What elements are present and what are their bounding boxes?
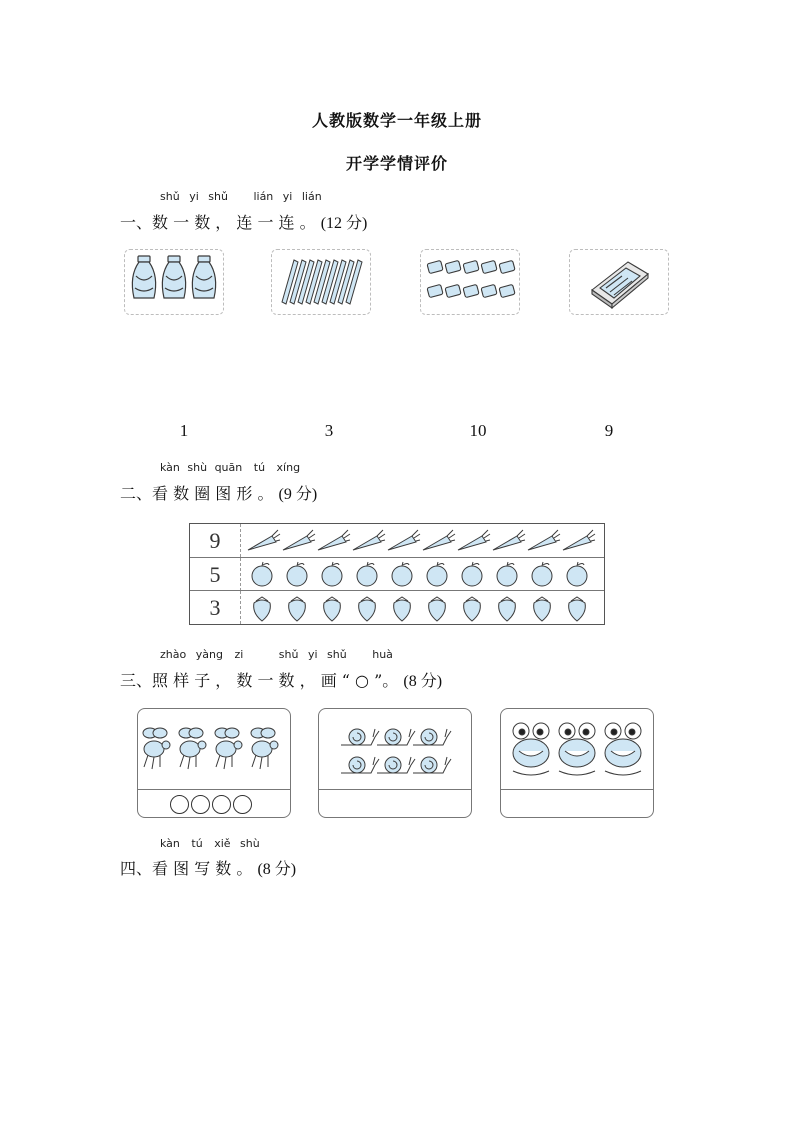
- frog-icon: [507, 715, 647, 785]
- carrot-icon[interactable]: [244, 526, 600, 556]
- erasers-icon: [421, 250, 519, 314]
- pinyin-syllable: lián: [301, 190, 322, 203]
- apple-icon[interactable]: [244, 560, 600, 590]
- pinyin-syllable: quān: [214, 461, 243, 474]
- question-text: 看 图 写 数 。: [152, 859, 253, 878]
- pinyin-syllable: shù: [240, 837, 260, 850]
- strawberry-icon[interactable]: [244, 593, 600, 623]
- picture-box-book[interactable]: [569, 249, 669, 315]
- number-option-4[interactable]: 9: [604, 421, 614, 440]
- q4-pinyin: [160, 837, 260, 850]
- pinyin-syllable: xiě: [214, 837, 231, 850]
- count-row-carrots: [190, 524, 604, 557]
- box-divider: [138, 789, 290, 790]
- pinyin-syllable: kàn: [160, 461, 180, 474]
- circle-mark: [170, 795, 189, 814]
- number-option-2[interactable]: 3: [324, 421, 334, 440]
- count-table: [189, 523, 605, 625]
- picture-box-pencils[interactable]: [271, 249, 371, 315]
- number-option-1[interactable]: 1: [179, 421, 189, 440]
- question-score: (12 分): [320, 215, 368, 232]
- question-text: 照 样 子 ， 数 一 数 ， 画 “ ○ ”。: [152, 671, 399, 690]
- snail-icon: [337, 719, 457, 783]
- pinyin-syllable: lián: [253, 190, 274, 203]
- pinyin-syllable: huà: [372, 648, 393, 661]
- question-number: 三、: [120, 671, 153, 690]
- row-number: 9: [190, 524, 241, 557]
- count-box-bees: [137, 708, 291, 818]
- question-score: (9 分): [278, 486, 318, 503]
- pinyin-syllable: shǔ: [208, 190, 228, 203]
- question-text: 看 数 圈 图 形 。: [152, 484, 274, 503]
- circle-mark: [212, 795, 231, 814]
- pinyin-syllable: tú: [191, 837, 203, 850]
- count-box-frogs: [500, 708, 654, 818]
- box-divider: [319, 789, 471, 790]
- picture-box-erasers[interactable]: [420, 249, 520, 315]
- page-title: 人教版数学一年级上册: [311, 111, 482, 130]
- pinyin-syllable: shǔ: [327, 648, 347, 661]
- q3-pinyin: [160, 648, 393, 661]
- question-number: 四、: [120, 859, 153, 878]
- pinyin-syllable: yàng: [195, 648, 223, 661]
- page-subtitle: 开学学情评价: [345, 154, 448, 173]
- book-icon: [570, 250, 668, 314]
- vases-icon: [125, 250, 223, 314]
- question-number: 二、: [120, 484, 153, 503]
- pinyin-syllable: zi: [234, 648, 244, 661]
- q3-instruction: [120, 668, 442, 691]
- q2-pinyin: [160, 461, 300, 474]
- pinyin-syllable: shù: [187, 461, 208, 474]
- q2-instruction: [120, 481, 317, 504]
- count-row-apples: [190, 557, 604, 591]
- row-number: 3: [190, 591, 241, 624]
- count-row-strawberries: [190, 590, 604, 624]
- q1-instruction: [120, 210, 367, 233]
- q4-instruction: [120, 856, 296, 879]
- picture-box-vases[interactable]: [124, 249, 224, 315]
- pinyin-syllable: xíng: [276, 461, 301, 474]
- pencils-icon: [272, 250, 370, 314]
- pinyin-syllable: shǔ: [160, 190, 180, 203]
- question-text: 数 一 数 ， 连 一 连 。: [152, 213, 316, 232]
- row-number: 5: [190, 558, 241, 591]
- pinyin-syllable: tú: [253, 461, 266, 474]
- pinyin-syllable: zhào: [160, 648, 187, 661]
- number-option-3[interactable]: 10: [469, 421, 487, 440]
- question-number: 一、: [120, 213, 153, 232]
- pinyin-syllable: kàn: [160, 837, 180, 850]
- circle-mark: [191, 795, 210, 814]
- circle-mark: [233, 795, 252, 814]
- question-score: (8 分): [403, 673, 443, 690]
- bee-icon: [140, 721, 288, 783]
- box-divider: [501, 789, 653, 790]
- pinyin-syllable: yi: [189, 190, 199, 203]
- pinyin-syllable: yi: [282, 190, 293, 203]
- q1-pinyin: [160, 190, 322, 203]
- count-box-snails: [318, 708, 472, 818]
- pinyin-syllable: yi: [307, 648, 318, 661]
- question-score: (8 分): [257, 861, 297, 878]
- example-circles: [170, 795, 254, 818]
- pinyin-syllable: shǔ: [278, 648, 299, 661]
